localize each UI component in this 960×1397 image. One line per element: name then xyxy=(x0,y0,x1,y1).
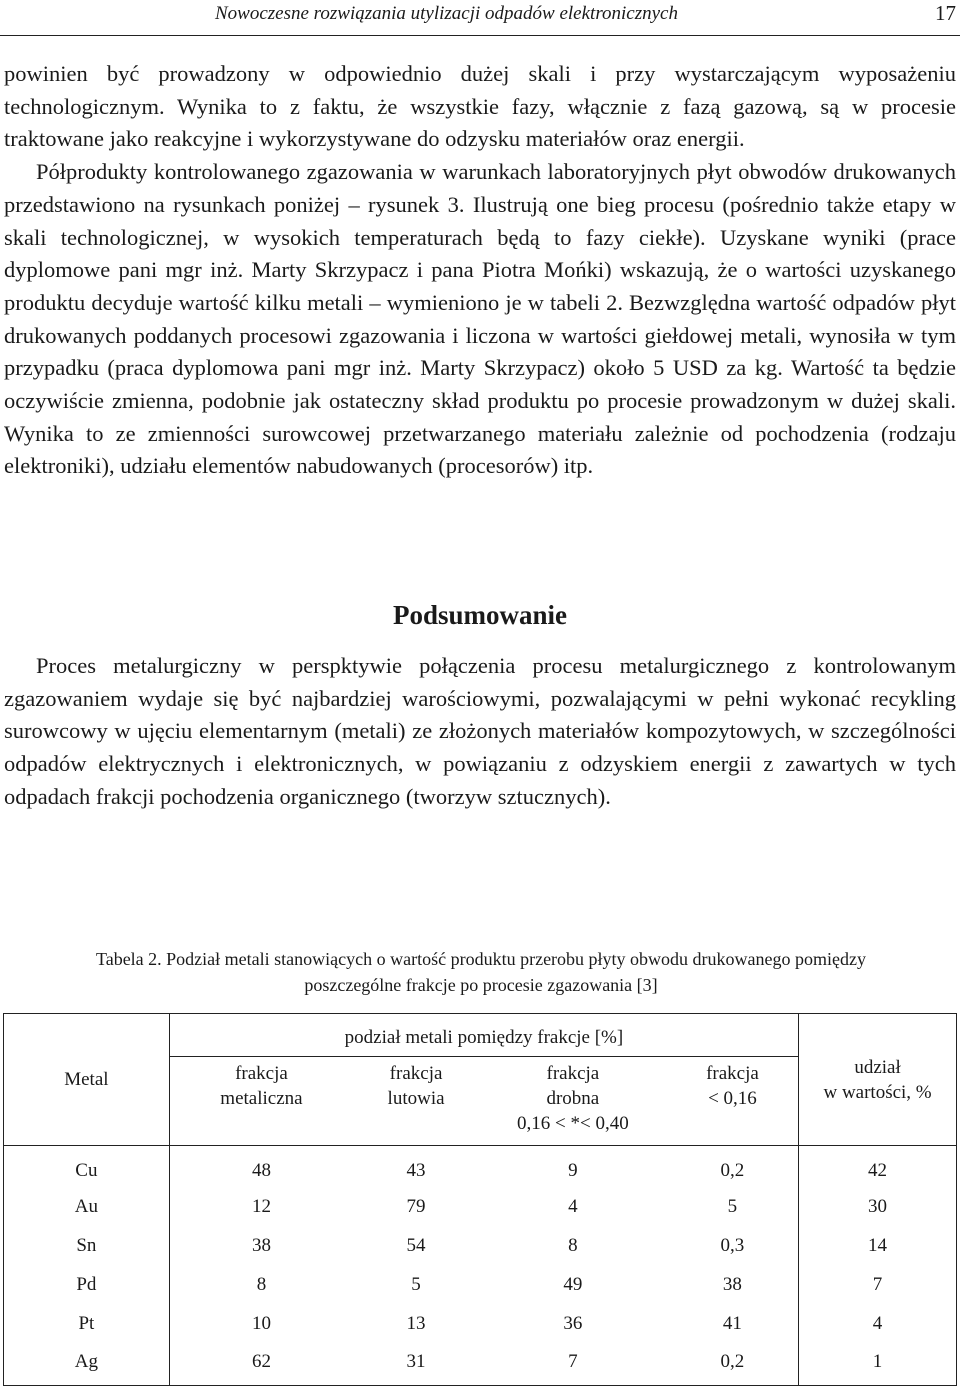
header-fraction-solder xyxy=(353,1057,479,1146)
cell-value: 4 xyxy=(568,1195,578,1217)
header-line: frakcja xyxy=(389,1063,443,1084)
table-row xyxy=(4,1146,957,1187)
table-row xyxy=(4,1265,957,1304)
table-caption xyxy=(22,946,940,998)
cell-share: 1 xyxy=(799,1344,957,1386)
cell-value: 0,2 xyxy=(667,1146,799,1187)
cell-share: 4 xyxy=(799,1304,957,1344)
header-line: lutowia xyxy=(387,1088,445,1109)
header-line: < 0,16 xyxy=(708,1088,757,1109)
cell-value: 41 xyxy=(667,1304,799,1344)
header-fraction-fine xyxy=(479,1057,667,1146)
header-line: drobna xyxy=(546,1088,600,1109)
table-row xyxy=(4,1304,957,1344)
cell-metal: Pd xyxy=(4,1265,170,1304)
cell-share: 30 xyxy=(799,1187,957,1226)
header-fraction-group: podział metali pomiędzy frakcje [%] xyxy=(169,1014,798,1057)
header-line: frakcja xyxy=(706,1063,759,1084)
cell-value: 36 xyxy=(563,1313,583,1334)
running-header xyxy=(0,0,960,30)
header-value-share-line2: w wartości, % xyxy=(823,1081,932,1103)
header-fraction-metallic xyxy=(169,1057,353,1146)
running-header-title: Nowoczesne rozwiązania utylizacji odpadów elektronicznych xyxy=(215,3,678,24)
header-fraction-small xyxy=(667,1057,799,1146)
cell-share: 7 xyxy=(799,1265,957,1304)
cell-share: 14 xyxy=(799,1226,957,1265)
cell-value: 38 xyxy=(251,1234,271,1256)
cell-value: 8 xyxy=(256,1273,267,1295)
cell-metal: Pt xyxy=(4,1304,170,1344)
cell-value: 5 xyxy=(411,1273,421,1295)
header-metal: Metal xyxy=(4,1014,170,1146)
cell-value: 54 xyxy=(406,1234,426,1256)
intro-text xyxy=(4,58,956,483)
page-number: 17 xyxy=(935,1,956,25)
section-heading: Podsumowanie xyxy=(392,600,568,630)
cell-value: 7 xyxy=(479,1344,667,1386)
header-value-share xyxy=(799,1014,957,1146)
header-line: 0,16 < *< 0,40 xyxy=(517,1113,629,1134)
cell-value: 10 xyxy=(251,1313,271,1334)
paragraph-continued: powinien być prowadzony w odpowiednio dużej skali i przy wystarczającym wyposażeniu technologicznym. Wynika to z faktu, że wszystkie fazy, włącznie z fazą gazową, są w procesie traktowane jako reakcyjne i wykorzystywane do odzysku materiałów oraz energii. xyxy=(4,61,956,152)
header-line: metaliczna xyxy=(220,1088,303,1109)
cell-metal: Au xyxy=(4,1187,170,1226)
table-caption-line: poszczególne frakcje po procesie zgazowania [3] xyxy=(304,975,658,995)
cell-value: 49 xyxy=(563,1273,583,1295)
cell-value: 9 xyxy=(568,1159,578,1181)
table-row xyxy=(4,1344,957,1386)
cell-value: 31 xyxy=(353,1344,479,1386)
header-value-share-line1: udział xyxy=(854,1056,901,1078)
table-caption-line: Tabela 2. Podział metali stanowiących o wartość produktu przerobu płyty obwodu drukowanego pomiędzy xyxy=(95,949,867,969)
cell-value: 0,2 xyxy=(667,1344,799,1386)
cell-value: 48 xyxy=(251,1159,271,1181)
cell-value: 12 xyxy=(251,1195,271,1217)
summary-text xyxy=(4,650,956,814)
cell-value: 0,3 xyxy=(667,1226,799,1265)
cell-value: 5 xyxy=(667,1187,799,1226)
cell-value: 38 xyxy=(667,1265,799,1304)
cell-value: 43 xyxy=(406,1159,426,1181)
header-line: frakcja xyxy=(546,1063,600,1084)
table-row xyxy=(4,1187,957,1226)
cell-metal: Sn xyxy=(4,1226,170,1265)
cell-metal: Cu xyxy=(4,1146,170,1187)
metals-distribution-table xyxy=(3,1013,957,1386)
paragraph-gasification-results: Półprodukty kontrolowanego zgazowania w warunkach laboratoryjnych płyt obwodów drukowanych przedstawiono na rysunkach poniżej – rysunek 3. Ilustrują one bieg procesu (pośrednio także etapy w skali technologicznej, w wysokich temperaturach będą to fazy ciekłe). Uzyskane wyniki (prace dyplomowe pani mgr inż. Marty Skrzypacz i pana Piotra Mońki) wskazują, że o wartości uzyskanego produktu decyduje wartość kilku metali – wymieniono je w tabeli 2. Bezwzględna wartość odpadów płyt drukowanych poddanych procesowi zgazowania i liczona w wartości giełdowej metali, wynosiła w tym przypadku (praca dyplomowa pani mgr inż. Marty Skrzypacz) około 5 USD za kg. Wartość ta będzie oczywiście zmienna, podobnie jak ostateczny skład produktu po procesie prowadzonym w dużej skali. Wynika to ze zmienności surowcowej przetwarzanego materiału zależnie od pochodzenia (rodzaju elektroniki), udziału elementów nabudowanych (procesorów) itp. xyxy=(4,159,956,479)
cell-share: 42 xyxy=(799,1146,957,1187)
cell-value: 62 xyxy=(169,1344,353,1386)
table-row xyxy=(4,1226,957,1265)
header-line: frakcja xyxy=(235,1063,288,1084)
cell-metal: Ag xyxy=(4,1344,170,1386)
cell-value: 8 xyxy=(568,1234,578,1256)
summary-paragraph: Proces metalurgiczny w perspktywie połączenia procesu metalurgicznego z kontrolowanym zgazowaniem wydaje się być najbardziej warościowymi, pozwalającymi w pełni wykonać recykling surowcowy w ujęciu elementarnym (metali) ze złożonych materiałów kompozytowych, w szczególności odpadów elektrycznych i elektronicznych, w powiązaniu z odzyskiem energii z zawartych w tych odpadach frakcji pochodzenia organicznego (tworzyw sztucznych). xyxy=(4,653,956,809)
header-divider xyxy=(0,35,960,36)
cell-value: 79 xyxy=(406,1195,426,1217)
cell-value: 13 xyxy=(406,1313,426,1334)
